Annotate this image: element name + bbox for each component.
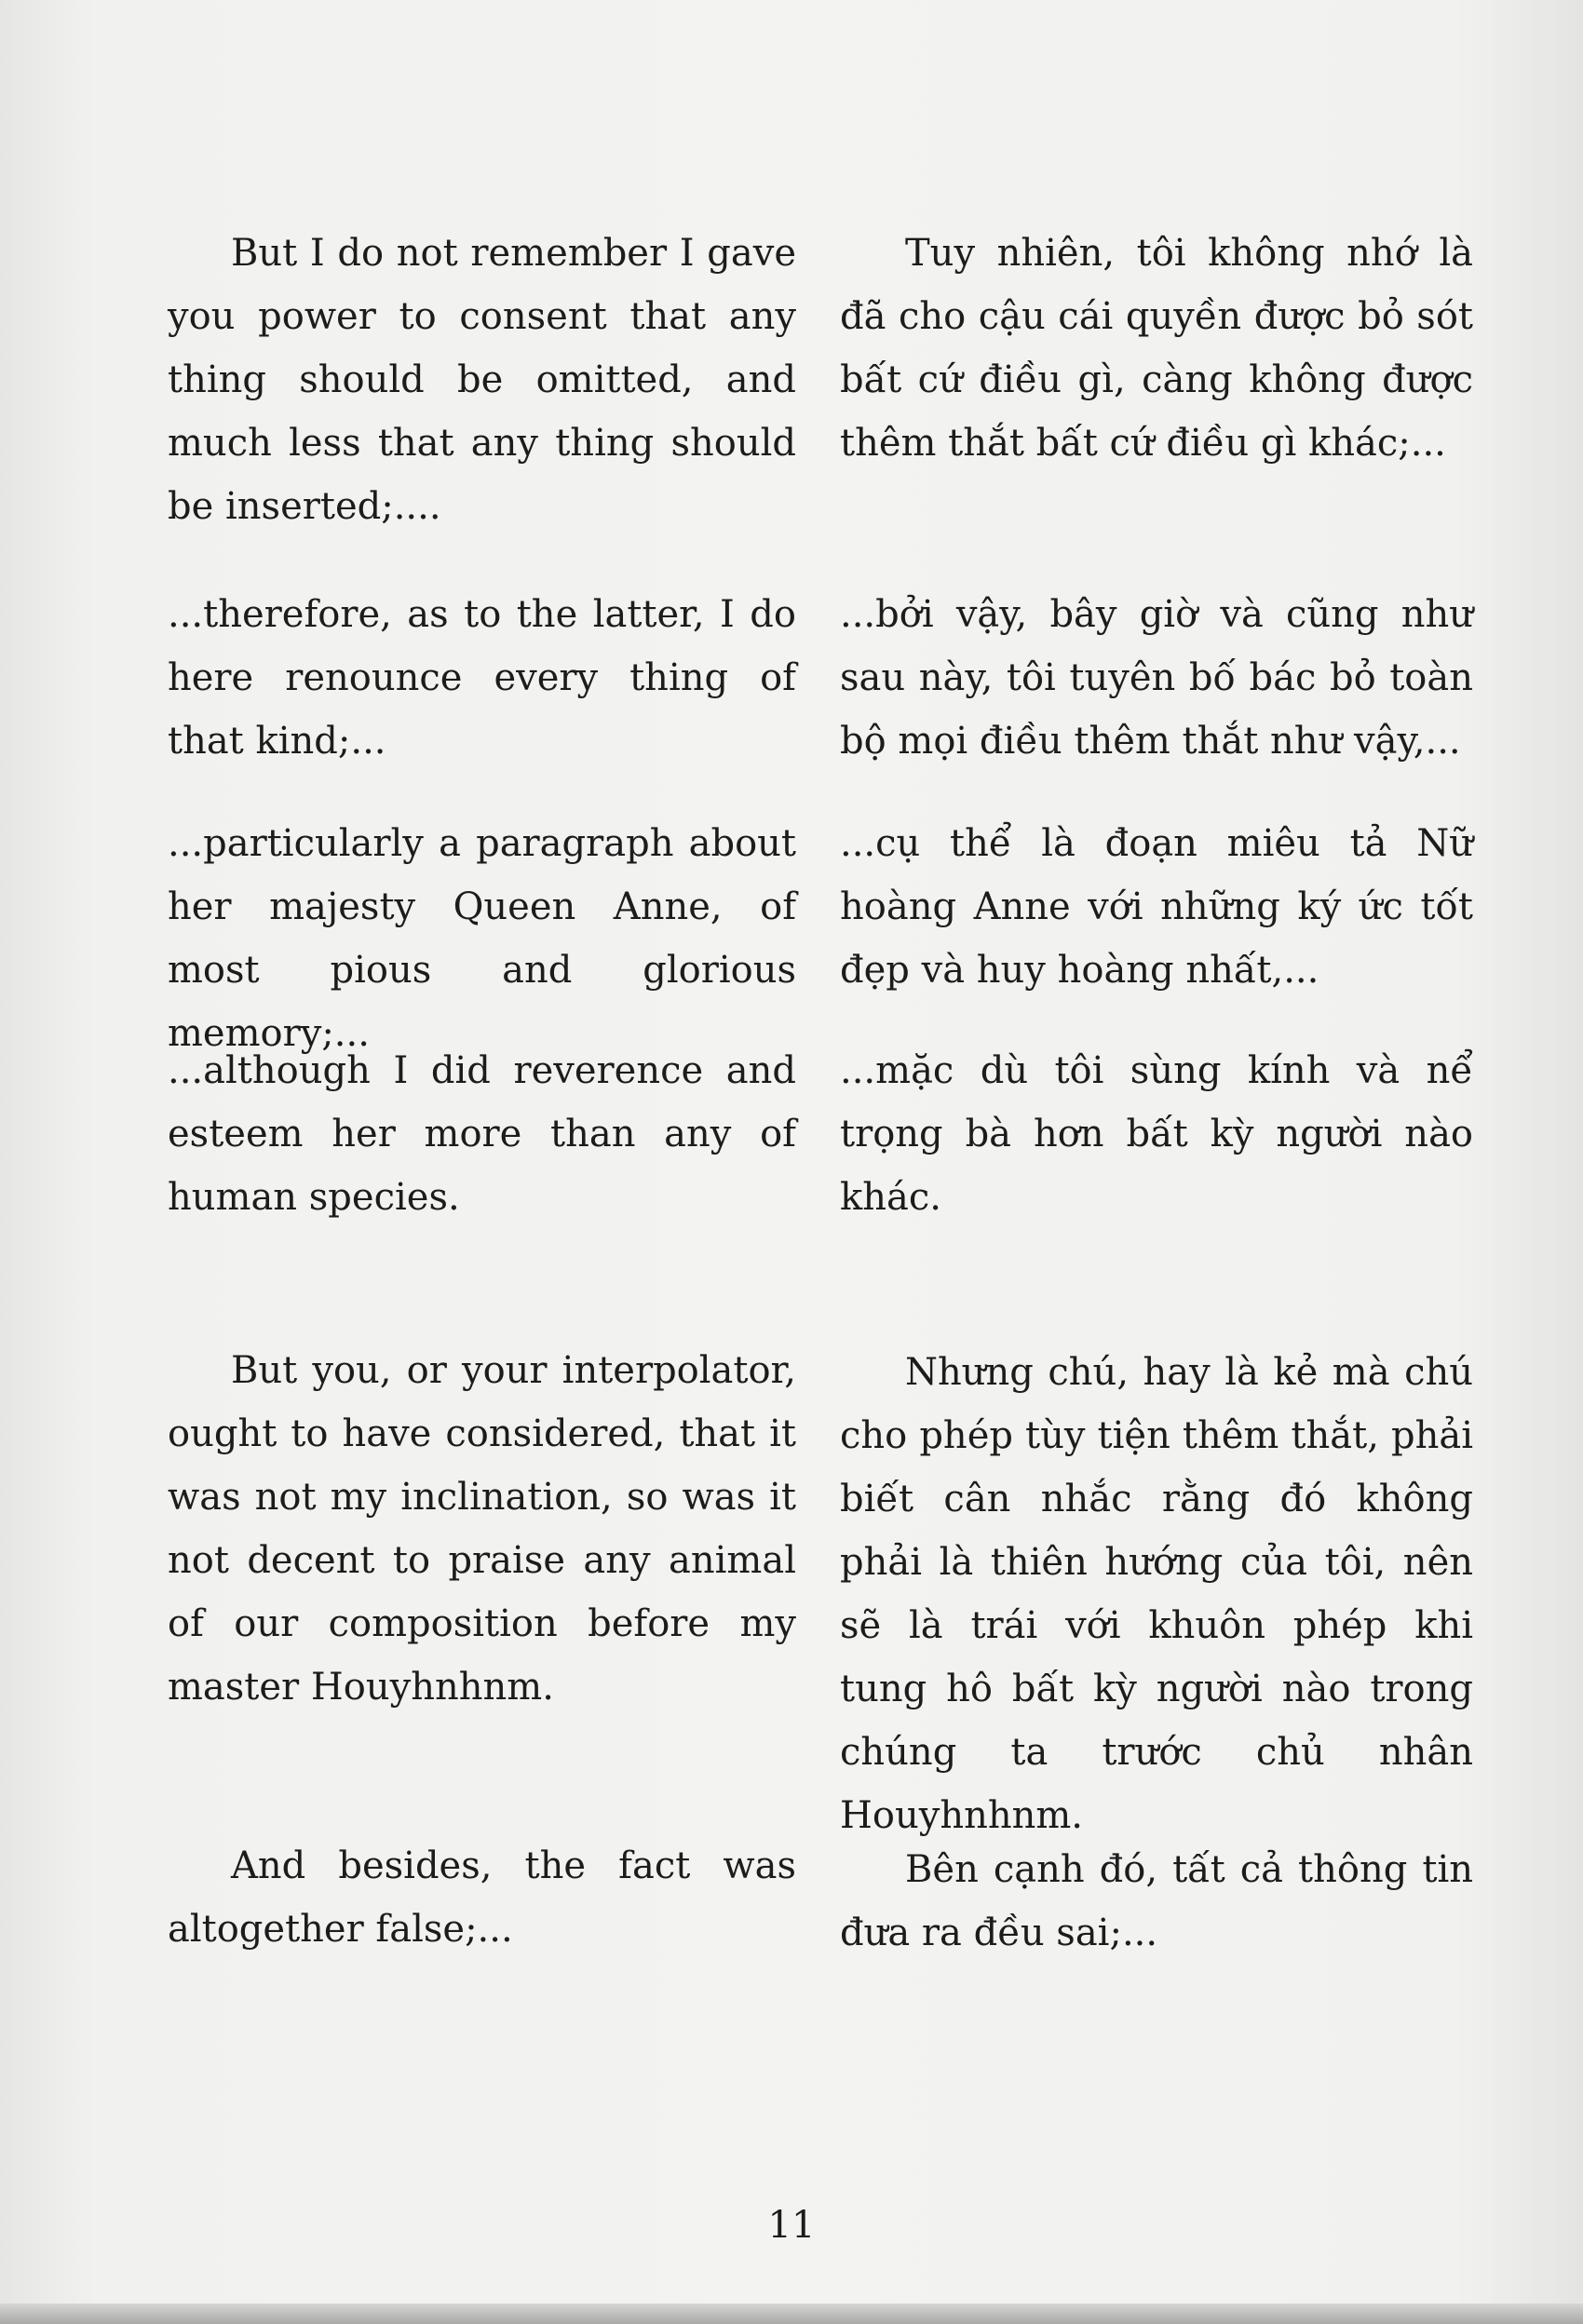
vietnamese-paragraph-1: Tuy nhiên, tôi không nhớ là đã cho cậu cái quyền được bỏ sót bất cứ điều gì, càng không được thêm thắt bất cứ điều gì khác;... bbox=[840, 232, 1473, 465]
english-paragraph-3: ...particularly a paragraph about her majesty Queen Anne, of most pious and glorious memory;... bbox=[168, 822, 796, 1055]
english-paragraph-6: And besides, the fact was altogether false;... bbox=[168, 1844, 796, 1951]
english-paragraph-5: But you, or your interpolator, ought to have considered, that it was not my inclination, so was it not decent to praise any animal of our composition before my master Houyhnhnm. bbox=[168, 1349, 796, 1709]
vietnamese-paragraph-3: ...cụ thể là đoạn miêu tả Nữ hoàng Anne với những ký ức tốt đẹp và huy hoàng nhất,... bbox=[840, 822, 1473, 992]
vietnamese-paragraph-6: Bên cạnh đó, tất cả thông tin đưa ra đều sai;... bbox=[840, 1848, 1473, 1954]
english-paragraph-1: But I do not remember I gave you power to consent that any thing should be omitted, and much less that any thing should be inserted;.... bbox=[168, 232, 796, 528]
vietnamese-paragraph-2: ...bởi vậy, bây giờ và cũng như sau này, tôi tuyên bố bác bỏ toàn bộ mọi điều thêm thắt như vậy,... bbox=[840, 593, 1473, 763]
vietnamese-paragraph-5: Nhưng chú, hay là kẻ mà chú cho phép tùy tiện thêm thắt, phải biết cân nhắc rằng đó không phải là thiên hướng của tôi, nên sẽ là trái với khuôn phép khi tung hô bất kỳ người nào trong chúng ta trước chủ nhân Houyhnhnm. bbox=[840, 1351, 1473, 1837]
page-bottom-edge bbox=[0, 2304, 1583, 2324]
english-paragraph-2: ...therefore, as to the latter, I do here renounce every thing of that kind;... bbox=[168, 593, 796, 763]
vietnamese-paragraph-4: ...mặc dù tôi sùng kính và nể trọng bà hơn bất kỳ người nào khác. bbox=[840, 1049, 1473, 1219]
english-paragraph-4: ...although I did reverence and esteem her more than any of human species. bbox=[168, 1049, 796, 1219]
page-number: 11 bbox=[767, 2204, 816, 2247]
